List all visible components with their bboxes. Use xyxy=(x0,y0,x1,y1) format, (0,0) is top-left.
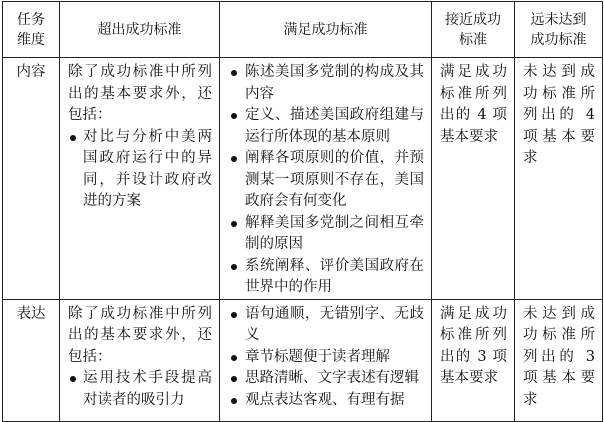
exceed-cell xyxy=(60,299,220,421)
list-item: 对比与分析中美两国政府运行中的异同，并设计政府改进的方案 xyxy=(68,127,212,213)
list-item: 陈述美国多党制的构成及其内容 xyxy=(228,62,424,105)
exceed-intro: 除了成功标准中所列出的基本要求外，还包括： xyxy=(68,305,212,365)
list-item: 章节标题便于读者理解 xyxy=(228,347,424,369)
below-cell: 未达到成功标准所列出的 4 项基本要求 xyxy=(515,58,603,300)
list-item: 解释美国多党制之间相互牵制的原因 xyxy=(228,213,424,256)
list-item: 阐释各项原则的价值，并预测某一项原则不存在，美国政府会有何变化 xyxy=(228,148,424,213)
below-cell: 未达到成功标准所列出的 3 项基本要求 xyxy=(515,299,603,421)
rubric-table xyxy=(2,1,603,422)
list-item: 语句通顺，无错别字、无歧义 xyxy=(228,304,424,347)
list-item: 系统阐释、评价美国政府在世界中的作用 xyxy=(228,256,424,299)
list-item: 观点表达客观、有理有据 xyxy=(228,390,424,412)
header-row xyxy=(3,2,603,58)
list-item: 定义、描述美国政府组建与运行所体现的基本原则 xyxy=(228,105,424,148)
meet-cell xyxy=(220,299,432,421)
approach-cell: 满足成功标准所列出的 3 项基本要求 xyxy=(432,299,515,421)
header-exceed: 超出成功标准 xyxy=(60,2,220,58)
row-dimension: 表达 xyxy=(3,299,60,421)
list-item: 运用技术手段提高对读者的吸引力 xyxy=(68,368,212,411)
header-dimension: 任务 维度 xyxy=(3,2,60,58)
meet-cell xyxy=(220,58,432,300)
list-item: 思路清晰、文字表述有逻辑 xyxy=(228,368,424,390)
exceed-cell xyxy=(60,58,220,300)
row-dimension: 内容 xyxy=(3,58,60,300)
exceed-intro: 除了成功标准中所列出的基本要求外，还包括： xyxy=(68,64,212,123)
header-approach: 接近成功 标准 xyxy=(432,2,515,58)
approach-cell: 满足成功标准所列出的 4 项基本要求 xyxy=(432,58,515,300)
table-row-expression xyxy=(3,299,603,421)
table-row-content xyxy=(3,58,603,300)
header-meet: 满足成功标准 xyxy=(220,2,432,58)
header-below: 远未达到 成功标准 xyxy=(515,2,603,58)
